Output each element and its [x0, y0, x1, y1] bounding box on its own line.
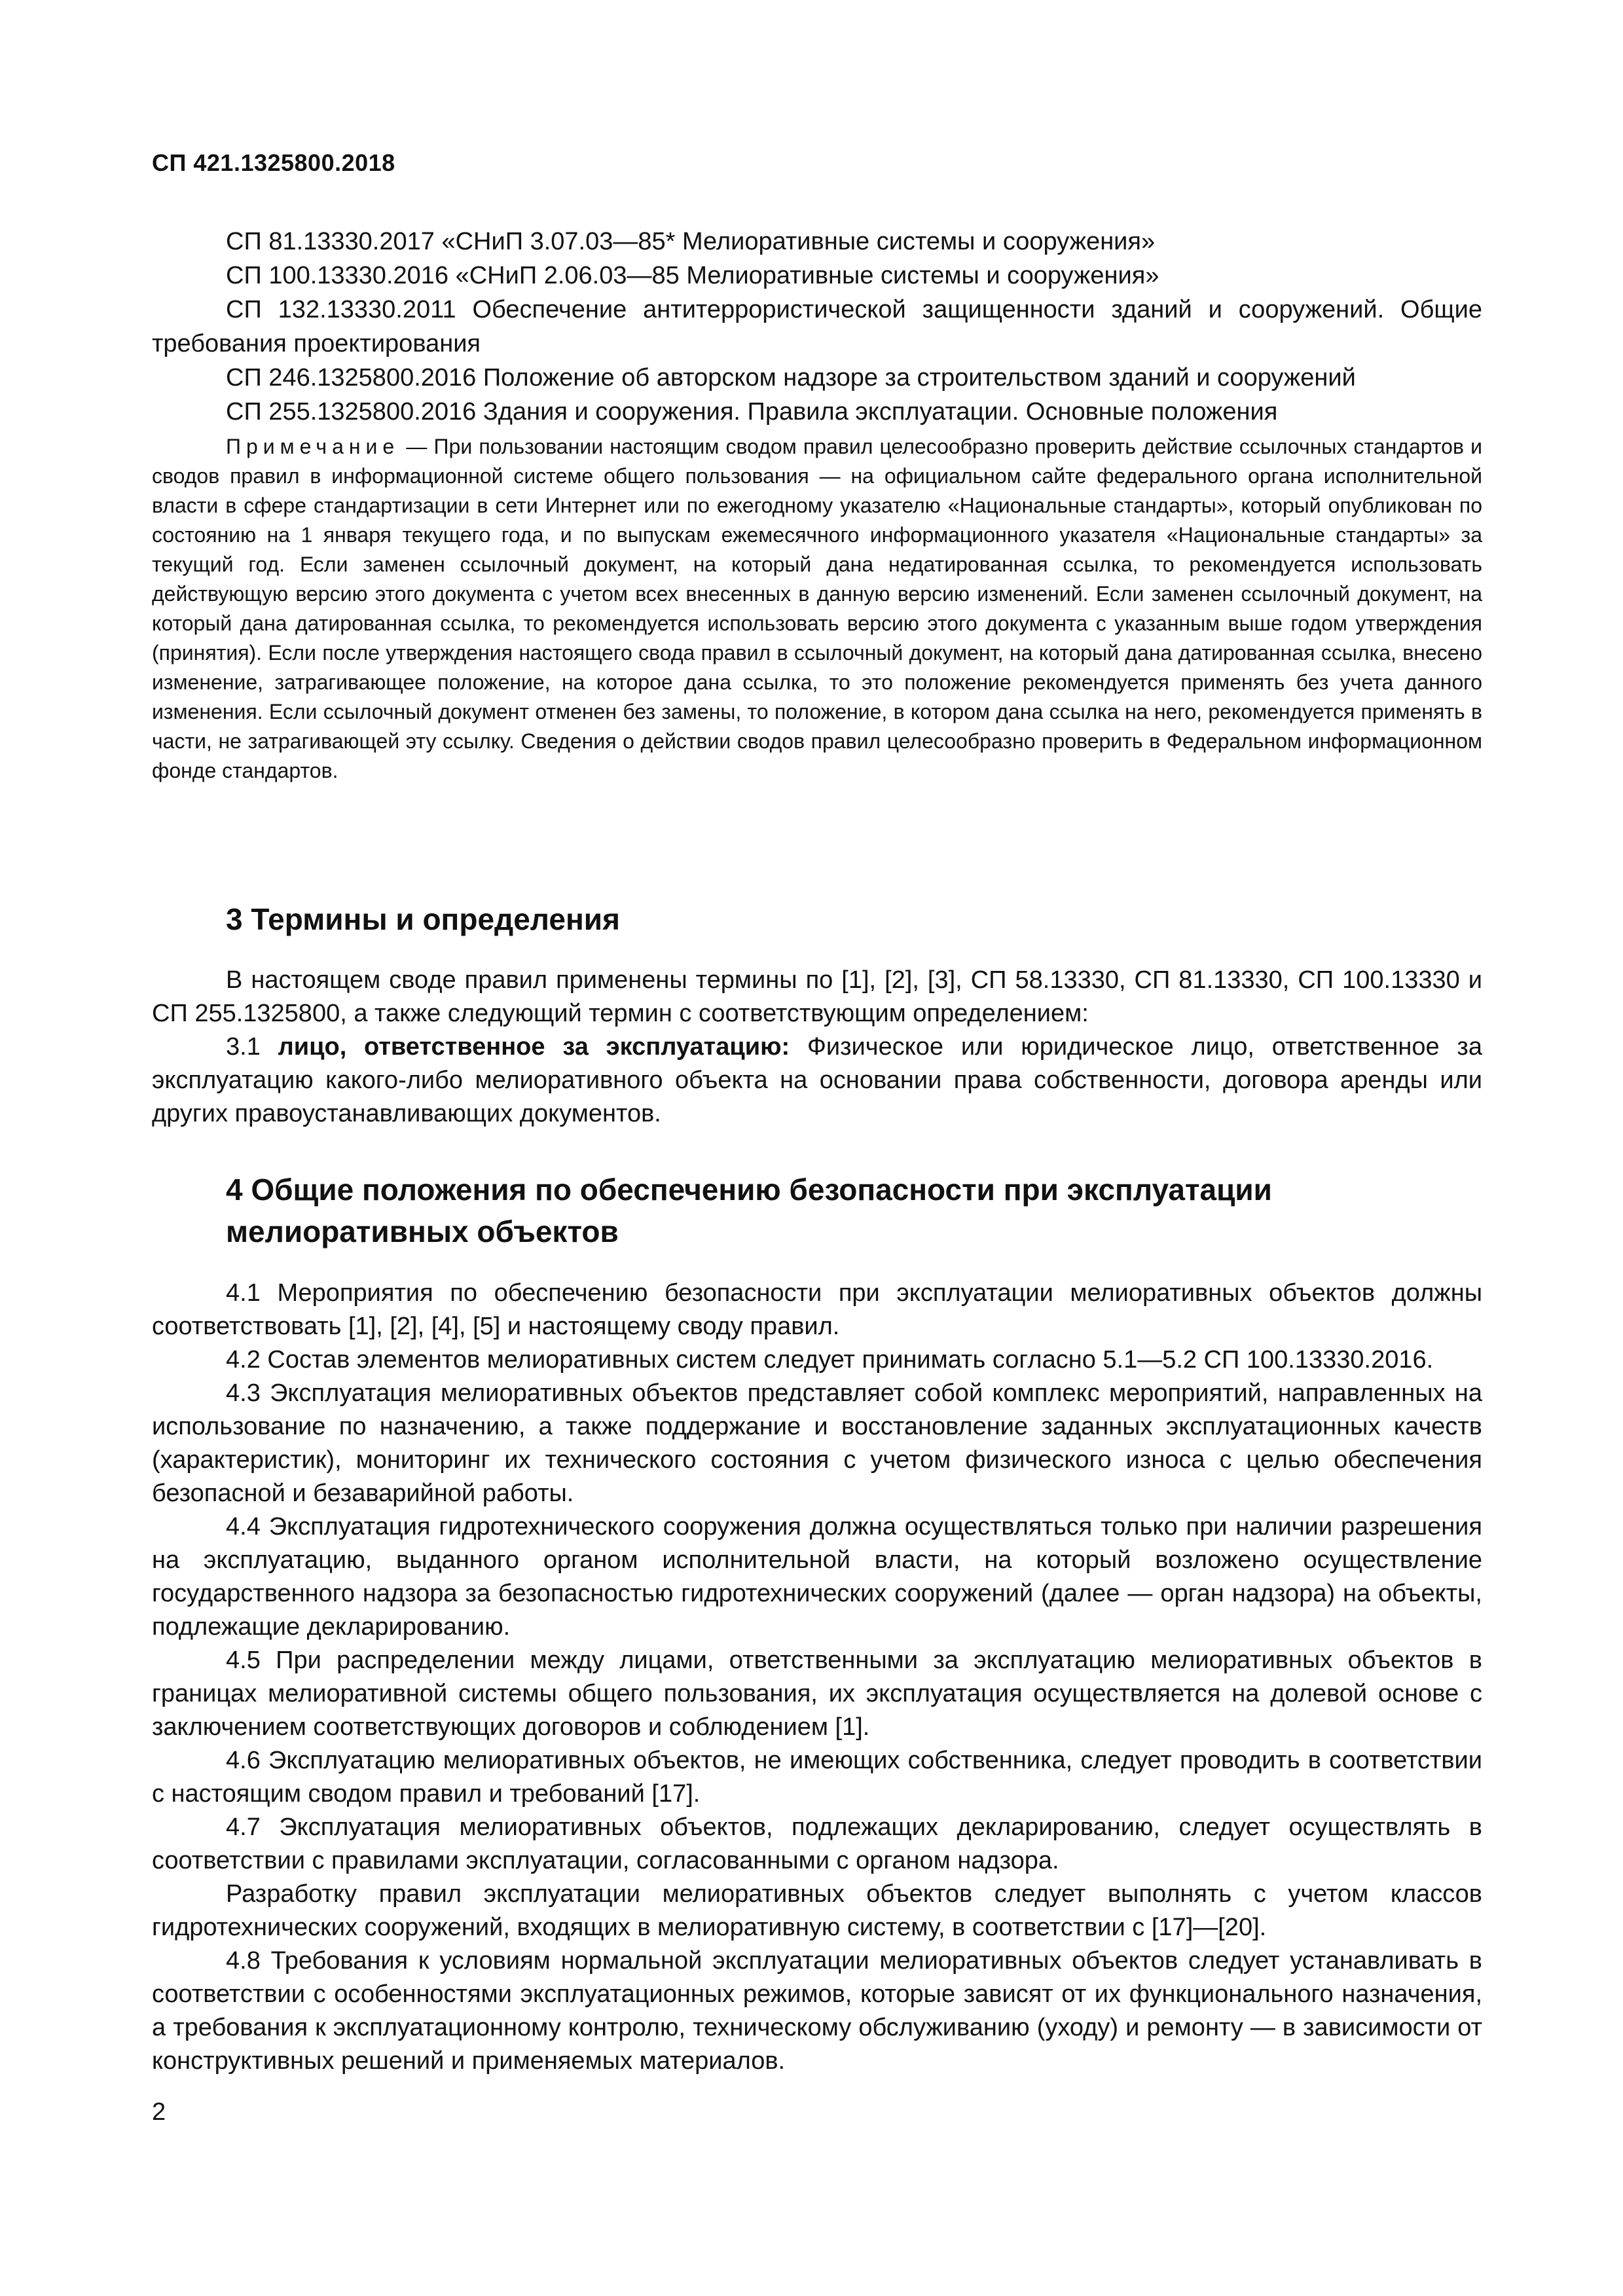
clause-paragraph: 4.2 Состав элементов мелиоративных систем следует принимать согласно 5.1—5.2 СП 100.13330.2016.	[226, 1346, 1434, 1374]
document-code-header: СП 421.1325800.2018	[152, 149, 395, 176]
reference-item: СП 246.1325800.2016 Положение об авторском надзоре за строительством зданий и сооружений	[226, 364, 1356, 392]
clause-paragraph: 4.5 При распределении между лицами, ответственными за эксплуатацию мелиоративных объектов в границах мелиоративной системы общего пользования, их эксплуатация осуществляется на долевой основе с заключением соответствующих договоров и соблюдением [1].	[152, 1647, 1482, 1741]
clause-paragraph: 4.3 Эксплуатация мелиоративных объектов представляет собой комплекс мероприятий, направленных на использование по назначению, а также поддержание и восстановление заданных эксплуатационных качеств (характеристик), мониторинг их технического состояния с учетом физического износа с целью обеспечения безопасной и безаварийной работы.	[152, 1379, 1482, 1507]
term-text: Физическое или юридическое лицо, ответственное за эксплуатацию какого-либо мелиоративного объекта на основании права собственности, договора аренды или других правоустанавливающих документов.	[152, 1033, 1482, 1127]
section-4-body	[152, 1277, 1482, 2078]
clause-paragraph: 4.6 Эксплуатацию мелиоративных объектов, не имеющих собственника, следует проводить в соответствии с настоящим сводом правил и требований [17].	[152, 1747, 1482, 1808]
clause-paragraph: Разработку правил эксплуатации мелиоративных объектов следует выполнять с учетом классов гидротехнических сооружений, входящих в мелиоративную систему, в соответствии с [17]—[20].	[152, 1880, 1482, 1941]
page-number: 2	[152, 2098, 166, 2126]
clause-paragraph: 4.8 Требования к условиям нормальной эксплуатации мелиоративных объектов следует устанавливать в соответствии с особенностями эксплуатационных режимов, которые зависят от их функционального назначения, а требования к эксплуатационному контролю, техническому обслуживанию (уходу) и ремонту — в зависимости от конструктивных решений и применяемых материалов.	[152, 1947, 1482, 2075]
term-definition	[152, 1030, 1482, 1131]
term-number: 3.1	[226, 1033, 278, 1061]
reference-item: СП 255.1325800.2016 Здания и сооружения. Правила эксплуатации. Основные положения	[226, 398, 1278, 426]
section-4-heading: 4 Общие положения по обеспечению безопасности при эксплуатации мелиоративных объектов	[226, 1173, 1272, 1248]
clause-paragraph: 4.1 Мероприятия по обеспечению безопасности при эксплуатации мелиоративных объектов должны соответствовать [1], [2], [4], [5] и настоящему своду правил.	[152, 1279, 1482, 1340]
clause-paragraph: 4.4 Эксплуатация гидротехнического сооружения должна осуществляться только при наличии разрешения на эксплуатацию, выданного органом исполнительной власти, на который возложено осуществление государственного надзора за безопасностью гидротехнических сооружений (далее — орган надзора) на объекты, подлежащие декларированию.	[152, 1513, 1482, 1641]
references-list	[152, 225, 1482, 429]
reference-item: СП 100.13330.2016 «СНиП 2.06.03—85 Мелиоративные системы и сооружения»	[226, 262, 1159, 289]
term-name: лицо, ответственное за эксплуатацию:	[278, 1033, 790, 1061]
section-3-heading: 3 Термины и определения	[226, 902, 620, 936]
note-text: — При пользовании настоящим сводом правил целесообразно проверить действие ссылочных стандартов и сводов правил в информационной системе общего пользования — на официальном сайте федерального органа исполнительной власти в сфере стандартизации в сети Интернет или по ежегодному указателю «Национальные стандарты», который опубликован по состоянию на 1 января текущего года, и по выпускам ежемесячного информационного указателя «Национальные стандарты» за текущий год. Если заменен ссылочный документ, на который дана недатированная ссылка, то рекомендуется использовать действующую версию этого документа с учетом всех внесенных в данную версию изменений. Если заменен ссылочный документ, на который дана датированная ссылка, то рекомендуется использовать версию этого документа с указанным выше годом утверждения (принятия). Если после утверждения настоящего свода правил в ссылочный документ, на который дана датированная ссылка, внесено изменение, затрагивающее положение, на которое дана ссылка, то это положение рекомендуется применять без учета данного изменения. Если ссылочный документ отменен без замены, то положение, в котором дана ссылка на него, рекомендуется применять в части, не затрагивающей эту ссылку. Сведения о действии сводов правил целесообразно проверить в Федеральном информационном фонде стандартов.	[152, 435, 1482, 782]
reference-item: СП 132.13330.2011 Обеспечение антитеррористической защищенности зданий и сооружений. Общие требования проектирования	[152, 296, 1482, 357]
section-3	[152, 898, 1482, 940]
note-label: Примечание	[226, 435, 400, 458]
clause-paragraph: 4.7 Эксплуатация мелиоративных объектов, подлежащих декларированию, следует осуществлять в соответствии с правилами эксплуатации, согласованными с органом надзора.	[152, 1813, 1482, 1874]
section-4	[152, 1169, 1482, 1252]
section-3-intro: В настоящем своде правил применены термины по [1], [2], [3], СП 58.13330, СП 81.13330, СП 100.13330 и СП 255.1325800, а также следующий термин с соответствующим определением:	[152, 966, 1482, 1027]
note-block	[152, 432, 1482, 786]
reference-item: СП 81.13330.2017 «СНиП 3.07.03—85* Мелиоративные системы и сооружения»	[226, 228, 1156, 255]
section-3-body	[152, 964, 1482, 1131]
note-paragraph	[152, 432, 1482, 786]
